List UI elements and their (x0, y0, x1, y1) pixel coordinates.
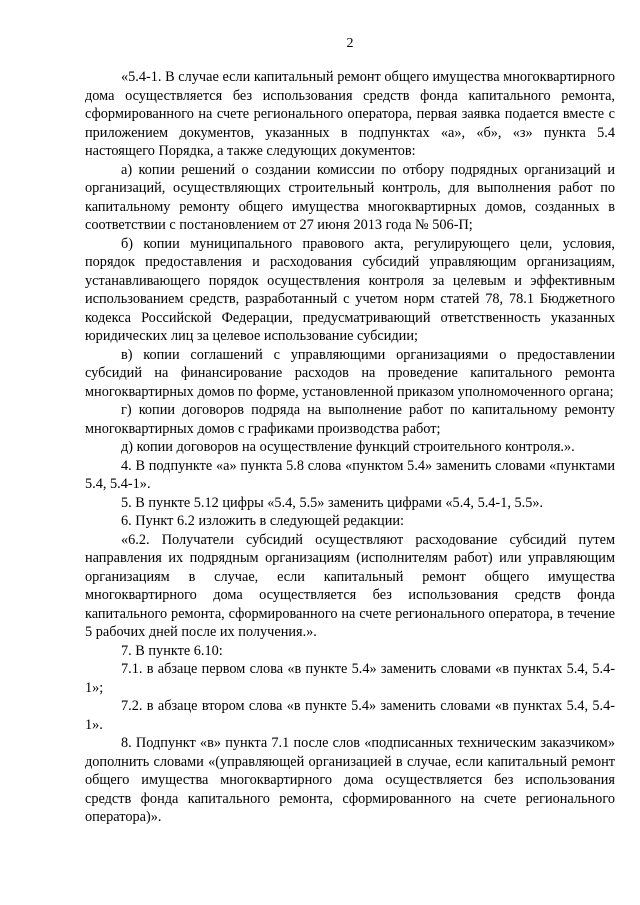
paragraph-item-g: г) копии договоров подряда на выполнение работ по капитальному ремонту многоквартирных домов с графиками производства работ; (85, 402, 615, 437)
page-number: 2 (346, 36, 354, 51)
paragraph-5-4-1-intro: «5.4-1. В случае если капитальный ремонт общего имущества многоквартирного дома осуществляется без использования средств фонда капитального ремонта, сформированного на счете регионального оператора, первая заявка подается вместе с приложением документов, указанных в подпунктах «а», «б», «з» пункта 5.4 настоящего Порядка, а также следующих документов: (85, 69, 615, 159)
paragraph-item-a: а) копии решений о создании комиссии по отбору подрядных организаций и организаций, осуществляющих строительный контроль, для выполнения работ по капитальному ремонту общего имущества многоквартирных домов, созданных в соответствии с постановлением от 27 июня 2013 года № 506-П; (85, 161, 615, 233)
paragraph-item-b: б) копии муниципального правового акта, регулирующего цели, условия, порядок предоставления и расходования субсидий управляющим организациям, устанавливающего порядок осуществления контроля за целевым и эффективным использованием средств, разработанный с учетом норм статей 78, 78.1 Бюджетного кодекса Российской Федерации, предусматривающий ответственность указанных юридических лиц за целевое использование субсидии; (85, 235, 615, 344)
paragraph-8: 8. Подпункт «в» пункта 7.1 после слов «подписанных техническим заказчиком» дополнить словами «(управляющей организацией в случае, если капитальный ремонт общего имущества многоквартирного дома осуществляется без использования средств фонда капитального ремонта, сформированного на счете регионального оператора)». (85, 735, 615, 825)
paragraph-4: 4. В подпункте «а» пункта 5.8 слова «пунктом 5.4» заменить словами «пунктами 5.4, 5.4-1». (85, 457, 615, 492)
paragraph-6: 6. Пункт 6.2 изложить в следующей редакции: (121, 513, 404, 529)
document-body (85, 68, 615, 827)
paragraph-7-2: 7.2. в абзаце втором слова «в пункте 5.4» заменить словами «в пунктах 5.4, 5.4-1». (85, 698, 615, 733)
paragraph-6-2: «6.2. Получатели субсидий осуществляют расходование субсидий путем направления их подрядным организациям (исполнителям работ) или управляющим организациям в случае, если капитальный ремонт общего имущества многоквартирного дома осуществляется без использования средств фонда капитального ремонта, сформированного на счете регионального оператора, в течение 5 рабочих дней после их получения.». (85, 531, 615, 640)
paragraph-7-1: 7.1. в абзаце первом слова «в пункте 5.4» заменить словами «в пунктах 5.4, 5.4-1»; (85, 661, 615, 696)
paragraph-item-d: д) копии договоров на осуществление функций строительного контроля.». (121, 439, 575, 455)
paragraph-7: 7. В пункте 6.10: (121, 642, 223, 659)
paragraph-item-v: в) копии соглашений с управляющими организациями о предоставлении субсидий на финансирование расходов на проведение капитального ремонта многоквартирных домов по форме, установленной приказом уполномоченного органа; (85, 346, 615, 400)
paragraph-5: 5. В пункте 5.12 цифры «5.4, 5.5» заменить цифрами «5.4, 5.4-1, 5.5». (121, 494, 544, 511)
